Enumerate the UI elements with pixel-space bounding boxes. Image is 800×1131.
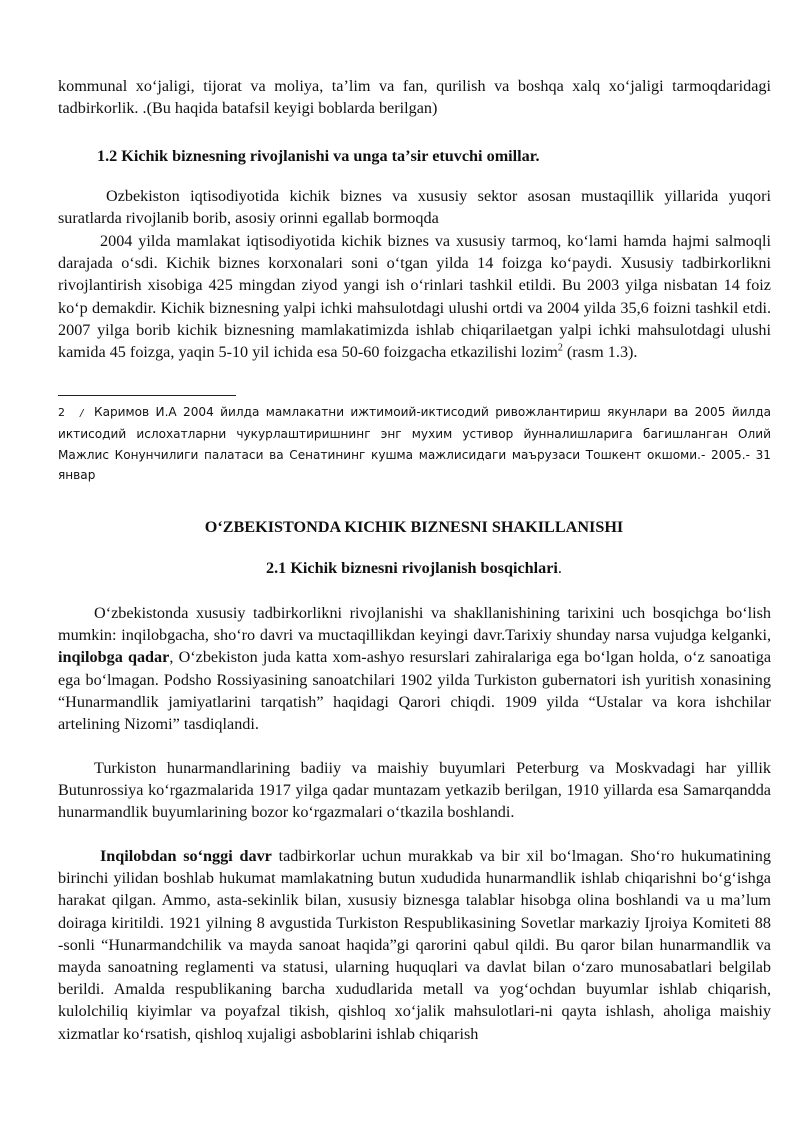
footnote-text: Каримов И.А 2004 йилда мамлакатни ижтимоий-иктисодий ривожлантириш якунлари ва 2005 йилда иктисодий ислохатларни чукурлаштиришнинг энг мухим устивор йунналишларига багишланган Олий Мажлис Конунчилиги палатаси ва Сенатининг кушма мажлисидаги маърузаси Тошкент окшоми.- 2005.- 31 январ [58,405,771,483]
three-stages-text-b: , Oʻzbekiston juda katta xom-ashyo resurslari zahiralariga ega boʻlgan holda, oʻz sanoatiga ega boʻlmagan. Podsho Rossiyasining sanoatchilari 1902 yilda Turkiston gubernatori ish yuritish xonasining “Hunarmandlik jamiyatlarini tarqatish” haqidagi Qarori chiqdi. 1909 yilda “Ustalar va kora ishchilar artelining Nizomi” tasdiqlandi. [58,648,771,734]
section-heading-2-1 [0,557,800,579]
paragraph-uzbek-economy: Ozbekiston iqtisodiyotida kichik biznes va xususiy sektor asosan mustaqillik yillarida yuqori suratlarda rivojlanib borib, asosiy orinni egallab bormoqda [58,187,771,228]
paragraph-2004-text: 2004 yilda mamlakat iqtisodiyotida kichik biznes va xususiy tarmoq, koʻlami hamda hajmi salmoqli darajada oʻsdi. Kichik biznes korxonalari soni oʻtgan yilda 14 foizga koʻpaydi. Xususiy tadbirkorlikni rivojlantirish xisobiga 425 mingdan ziyod yangi ish oʻrinlari tashkil etildi. Bu 2003 yilga nisbatan 14 foiz koʻp demakdir. Kichik biznesning yalpi ichki mahsulotdagi ulushi ortdi va 2004 yilda 35,6 foizni tashkil etdi. 2007 yilga borib kichik biznesning mamlakatimizda ishlab chiqarilaetgan yalpi ichki mahsulotdagi ulushi kamida 45 foizga, yaqin 5-10 yil ichida esa 50-60 foizgacha etkazilishi lozim [58,232,771,362]
three-stages-text-a: Oʻzbekistonda xususiy tadbirkorlikni rivojlanishi va shakllanishining tarixini uch bosqichga boʻlish mumkin: inqilobgacha, shoʻro davri va muctaqillikdan keyingi davr.Tarixiy shunday narsa vujudga kelganki, [58,604,771,645]
paragraph-three-stages [58,602,771,735]
intro-paragraph: kommunal xoʻjaligi, tijorat va moliya, taʼlim va fan, qurilish va boshqa xalq xoʻjaligi tarmoqdaridagi tadbirkorlik. .(Bu haqida batafsil keyigi boblarda berilgan) [58,77,771,118]
post-revolution-text: tadbirkorlar uchun murakkab va bir xil boʻlmagan. Shoʻro hukumatining birinchi yilidan boshlab hukumat mamlakatning butun xududida hunarmandlik ishlab chiqarishni boʻgʻishga harakat qilgan. Ammo, asta-sekinlik bilan, xususiy biznesga talablar hisobga olina boshlandi va u maʼlum doiraga kiritildi. 1921 yilning 8 avgustida Turkiston Respublikasining Sovetlar markaziy Ijroiya Komiteti 88 -sonli “Hunarmandchilik va mayda sanoat haqida”gi qarorini qabul qildi. Bu qaror bilan hunarmandlik va mayda sanoatning reglamenti va statusi, ularning huquqlari va davlat bilan oʻzaro munosabatlari belgilab berildi. Amalda respublikaning barcha xududlarida metall va yogʻochdan buyumlar ishlab chiqarish, kulolchiliq kiyimlar va poyafzal tikish, qishloq xoʻjalik mahsulotlari-ni qayta ishlash, aholiga maishiy xizmatlar koʻrsatish, qishloq xujaligi asboblarini ishlab chiqarish [58,847,771,1043]
section-heading-2-1-text: 2.1 Kichik biznesni rivojlanish bosqichlari [266,559,558,577]
emphasis-before-revolution: inqilobga qadar [58,648,170,667]
footnote-number: 2 [58,406,65,419]
footnote [58,402,771,486]
paragraph-post-revolution [58,845,771,1045]
paragraph-2004-statistics [58,230,771,363]
section-heading-2-1-period: . [557,559,562,577]
figure-reference-text: (rasm 1.3). [562,343,638,362]
section-heading-1-2: 1.2 Kichik biznesning rivojlanishi va unga taʼsir etuvchi omillar. [97,147,540,165]
footnote-separator [58,395,236,396]
emphasis-post-revolution: Inqilobdan soʻnggi davr [100,847,272,865]
footnote-mark: / [80,408,84,419]
chapter-title: OʻZBEKISTONDA KICHIK BIZNESNI SHAKILLANISHI [204,518,624,536]
footnote-reference[interactable]: 2 [557,342,563,354]
paragraph-turkestan-craftsmen: Turkiston hunarmandlarining badiiy va maishiy buyumlari Peterburg va Moskvadagi har yillik Butunrossiya koʻrgazmalarida 1917 yilga qadar muntazam yetkazib berilgan, 1910 yillarda esa Samarqandda hunarmandlik buyumlarining bozor koʻrgazmalari oʻtkazila boshlandi. [58,759,771,822]
